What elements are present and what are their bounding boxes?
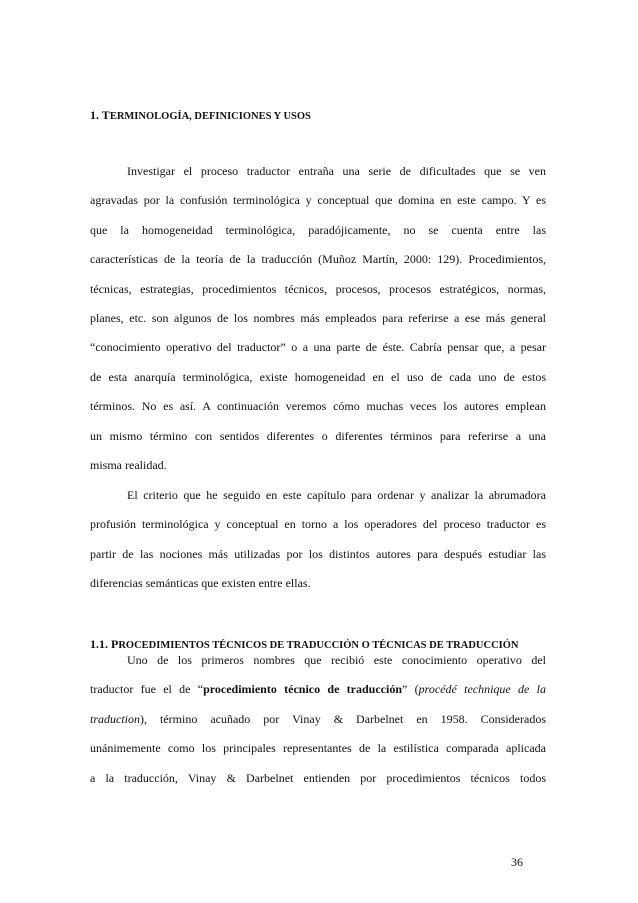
paragraph-line: a la traducción, Vinay & Darbelnet entienden por procedimientos técnicos todos: [90, 770, 546, 785]
bold-term: procedimiento técnico de traducción: [203, 682, 403, 697]
section-number: 1.1.: [90, 637, 111, 651]
paragraph-line: técnicas, estrategias, procedimientos técnicos, procesos, procesos estratégicos, normas,: [90, 281, 546, 296]
paragraph-1: [90, 164, 546, 487]
paragraph-line: características de la teoría de la traducción (Muñoz Martín, 2000: 129). Procedimientos,: [90, 252, 546, 267]
paragraph-line: un mismo término con sentidos diferentes o diferentes términos para referirse a una: [90, 428, 546, 443]
paragraph-2: [90, 488, 546, 606]
paragraph-line: términos. No es así. A continuación veremos cómo muchas veces los autores emplean: [90, 399, 546, 414]
paragraph-line: [90, 682, 546, 711]
text-run: ” (: [402, 682, 419, 697]
paragraph-line: de esta anarquía terminológica, existe homogeneidad en el uso de cada uno de estos: [90, 369, 546, 384]
italic-term: traduction: [90, 711, 140, 726]
paragraph-line: “conocimiento operativo del traductor” o a una parte de éste. Cabría pensar que, a pesar: [90, 340, 546, 355]
paragraph-line: profusión terminológica y conceptual en torno a los operadores del proceso traductor es: [90, 517, 546, 532]
paragraph-line: El criterio que he seguido en este capítulo para ordenar y analizar la abrumadora: [127, 488, 546, 502]
paragraph-line: Uno de los primeros nombres que recibió este conocimiento operativo del: [127, 653, 546, 667]
paragraph-line: Investigar el proceso traductor entraña una serie de dificultades que se ven: [127, 164, 546, 178]
text-run: ), término acuñado por Vinay & Darbelnet en 1958. Considerados: [140, 711, 546, 726]
paragraph-line: [90, 712, 546, 741]
paragraph-line: partir de las nociones más utilizadas por los distintos autores para después estudiar las: [90, 546, 546, 561]
paragraph-3: [90, 653, 546, 800]
paragraph-line: misma realidad.: [90, 457, 167, 472]
text-run: traductor fue el de “: [90, 682, 204, 697]
section-heading-1: [90, 108, 311, 123]
page-number: 36: [511, 855, 523, 869]
paragraph-line: que la homogeneidad terminológica, paradójicamente, no se cuenta entre las: [90, 222, 546, 237]
section-title-initial: P: [111, 637, 119, 651]
section-title: ROCEDIMIENTOS TÉCNICOS DE TRADUCCIÓN O TÉCNICAS DE TRADUCCIÓN: [118, 640, 519, 651]
section-title: ERMINOLOGÍA, DEFINICIONES Y USOS: [109, 111, 311, 122]
paragraph-line: unánimemente como los principales representantes de la estilística comparada aplicada: [90, 741, 546, 756]
paragraph-line: planes, etc. son algunos de los nombres más empleados para referirse a ese más general: [90, 310, 546, 325]
section-heading-2: [90, 637, 519, 652]
section-number: 1.: [90, 108, 102, 122]
paragraph-line: diferencias semánticas que existen entre ellas.: [90, 576, 311, 591]
italic-term: procédé technique de la: [418, 682, 546, 697]
section-title-initial: T: [101, 108, 110, 122]
paragraph-line: agravadas por la confusión terminológica y conceptual que domina en este campo. Y es: [90, 193, 546, 208]
